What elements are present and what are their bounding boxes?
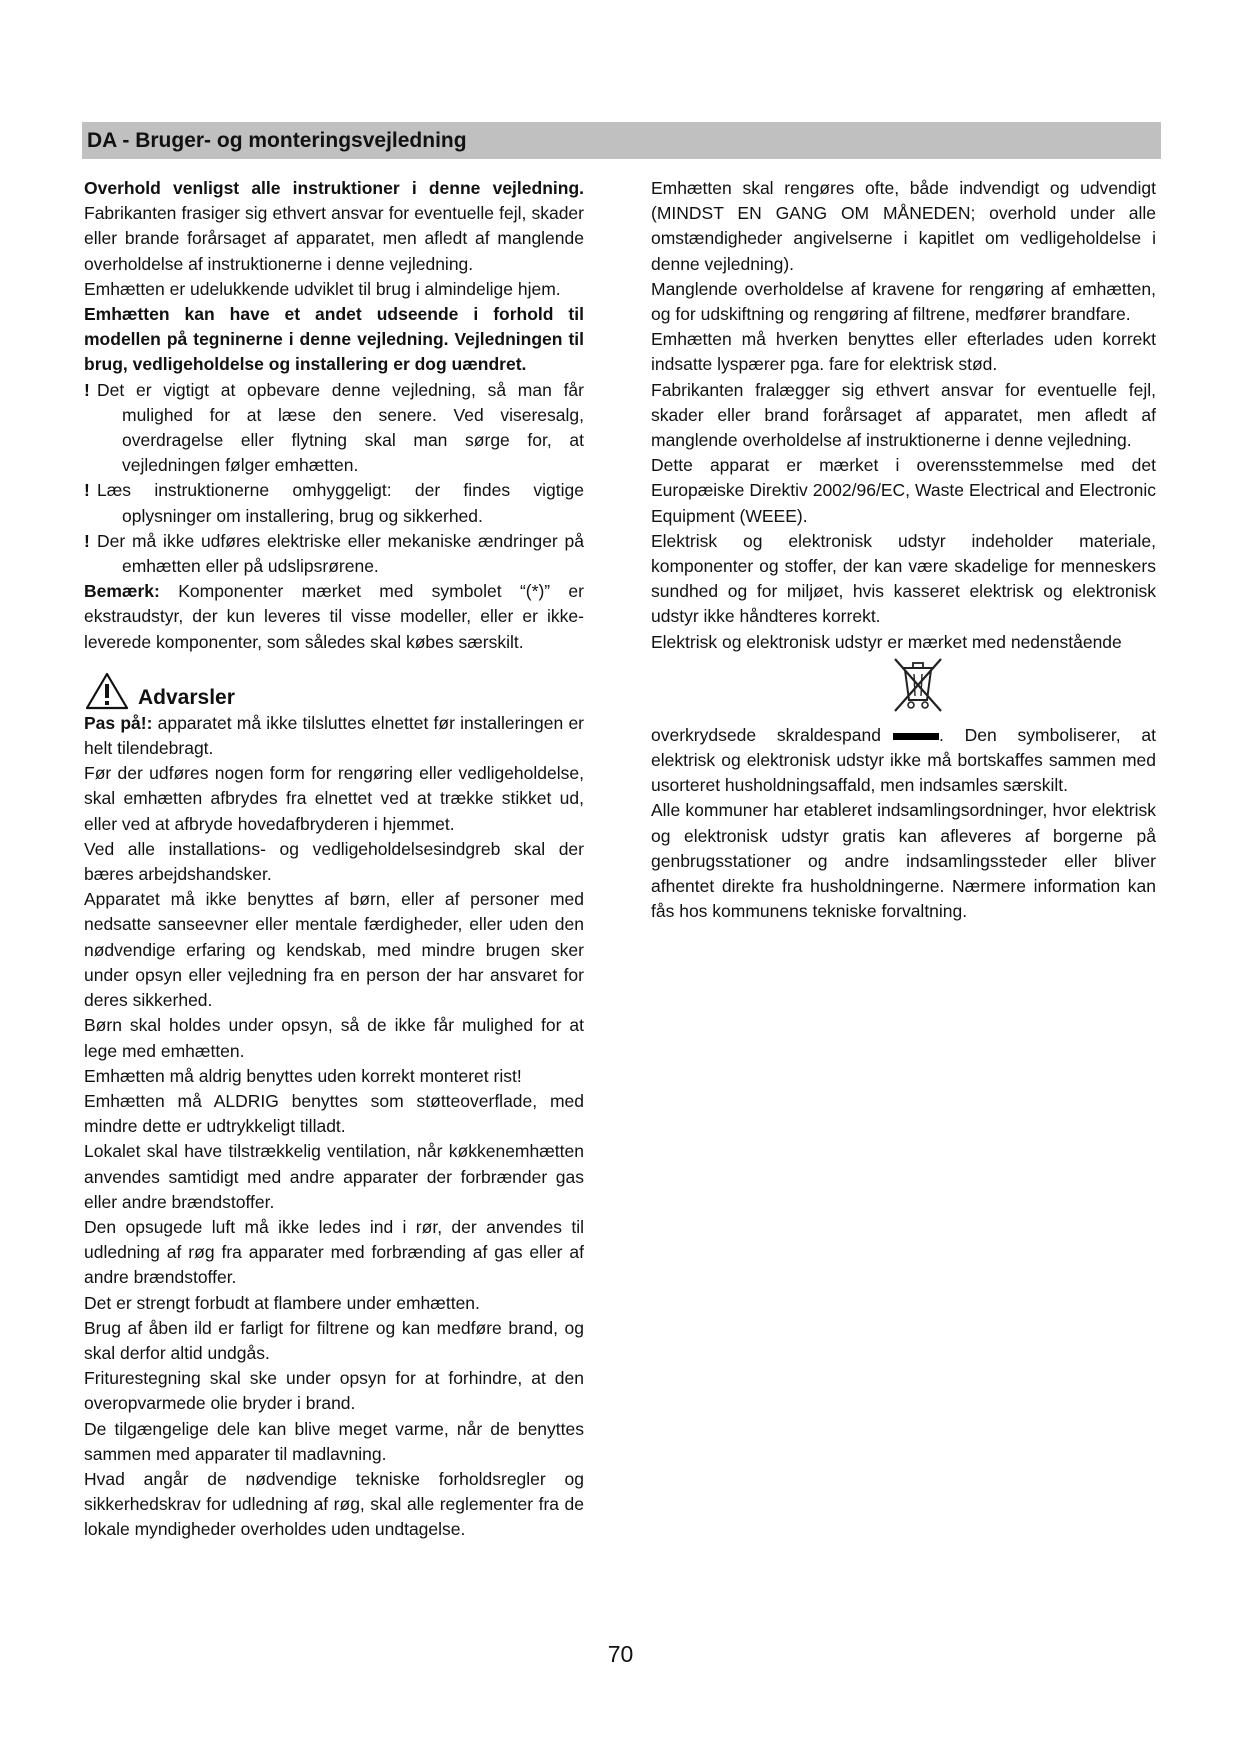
warning-paragraph: Friturestegning skal ske under opsyn for at forhindre, at den overopvarmede olie bryder i brand. [84, 1368, 584, 1414]
note-label: Bemærk: [84, 581, 160, 602]
warning-paragraph: Apparatet må ikke benyttes af børn, eller af personer med nedsatte sanseevner eller mentale færdigheder, eller uden den nødvendige erfaring og kendskab, med mindre brugen sker under opsyn eller vejledning fra en person der har ansvaret for deres sikkerhed. [84, 889, 584, 1011]
maintenance-paragraph: Emhætten skal rengøres ofte, både indvendigt og udvendigt (MINDST EN GANG OM MÅNEDEN; overhold under alle omstændigheder angivelserne i kapitlet om vedligeholdelse i denne vejledning). [651, 178, 1156, 274]
left-column [84, 176, 584, 1543]
warning-paragraph: Det er strengt forbudt at flambere under emhætten. [84, 1292, 480, 1313]
weee-paragraph: Elektrisk og elektronisk udstyr er mærket med nedenstående [651, 631, 1122, 652]
black-bar-icon [893, 733, 939, 740]
exclamation-icon: ! [84, 480, 90, 501]
caution-text: apparatet må ikke tilsluttes elnettet før installeringen er helt tilendebragt. [84, 712, 584, 759]
caution-label: Pas på!: [84, 712, 153, 733]
appearance-note [84, 302, 584, 378]
crossed-out-bin-icon [891, 655, 945, 715]
note-text: Komponenter mærket med symbolet “(*)” er ekstraudstyr, der kun leveres til visse modeller, eller er ikke-leverede komponenter, som således skal købes særskilt. [84, 581, 584, 652]
warning-paragraph: Børn skal holdes under opsyn, så de ikke får mulighed for at lege med emhætten. [84, 1015, 584, 1061]
warnings-heading [84, 667, 584, 711]
bullet-item [84, 478, 584, 528]
note-paragraph [84, 579, 584, 655]
page-number: 70 [607, 1641, 634, 1667]
caution-paragraph [84, 711, 584, 761]
weee-symbol-paragraph [651, 723, 1156, 799]
warning-paragraph: Emhætten må aldrig benyttes uden korrekt monteret rist! [84, 1065, 522, 1086]
warning-paragraph: Lokalet skal have tilstrækkelig ventilation, når køkkenemhætten anvendes samtidigt med andre apparater der forbrænder gas eller andre brændstoffer. [84, 1141, 584, 1212]
maintenance-paragraph: Emhætten må hverken benyttes eller efterlades uden korrekt indsatte lyspærer pga. fare for elektrisk stød. [651, 329, 1156, 375]
bullet-text: Læs instruktionerne omhyggeligt: der findes vigtige oplysninger om installering, brug og sikkerhed. [97, 480, 584, 526]
bullet-item [84, 529, 584, 579]
intro-paragraph [84, 176, 584, 277]
page-title: DA - Bruger- og monteringsvejledning [87, 129, 467, 152]
exclamation-icon: ! [84, 530, 90, 551]
collection-paragraph: Alle kommuner har etableret indsamlingsordninger, hvor elektrisk og elektronisk udstyr gratis kan afleveres af borgerne på genbrugsstationer og andre indsamlingssteder eller bliver afhentet direkte fra husholdningerne. Nærmere information kan fås hos kommunens tekniske forvaltning. [651, 800, 1156, 922]
warning-paragraph: Emhætten må ALDRIG benyttes som støtteoverflade, med mindre dette er udtrykkeligt tilladt. [84, 1090, 584, 1137]
weee-text-after: . Den symboliserer, at elektrisk og elektronisk udstyr ikke må bortskaffes sammen med usorteret husholdningsaffald, men indsamles særskilt. [651, 724, 1156, 796]
warning-paragraph: Ved alle installations- og vedligeholdelsesindgreb skal der bæres arbejdshandsker. [84, 838, 584, 885]
appearance-note-text: Emhætten kan have et andet udseende i forhold til modellen på tegninerne i denne vejledning. Vejledningen til brug, vedligeholdelse og installering er dog uændret. [84, 304, 584, 375]
warning-paragraph: Hvad angår de nødvendige tekniske forholdsregler og sikkerhedskrav for udledning af røg, skal alle reglementer fra de lokale myndigheder overholdes uden undtagelse. [84, 1468, 584, 1540]
warning-paragraph: Den opsugede luft må ikke ledes ind i rør, der anvendes til udledning af røg fra apparater med forbrænding af gas eller af andre brændstoffer. [84, 1216, 584, 1288]
warning-triangle-icon [84, 671, 130, 711]
weee-symbol-container [651, 655, 1156, 723]
weee-paragraph: Elektrisk og elektronisk udstyr indeholder materiale, komponenter og stoffer, der kan være skadelige for menneskers sundhed og for miljøet, hvis kasseret elektrisk og elektronisk udstyr ikke håndteres korrekt. [651, 530, 1156, 627]
right-column [651, 176, 1156, 924]
warning-paragraph: Brug af åben ild er farligt for filtrene og kan medføre brand, og skal derfor altid undgås. [84, 1317, 584, 1363]
weee-text-before: overkrydsede skraldespand [651, 724, 881, 745]
warning-paragraph: Før der udføres nogen form for rengøring eller vedligeholdelse, skal emhætten afbrydes fra elnettet ved at trække stikket ud, eller ved at afbryde hovedafbryderen i hjemmet. [84, 763, 584, 834]
bullet-item [84, 378, 584, 479]
bullet-text: Det er vigtigt at opbevare denne vejledning, så man får mulighed for at læse den senere. Ved viseresalg, overdragelse eller flytning skal man sørge for, at vejledningen følger emhætten. [97, 379, 584, 476]
maintenance-paragraph: Manglende overholdelse af kravene for rengøring af emhætten, og for udskiftning og rengøring af filtrene, medfører brandfare. [651, 278, 1156, 325]
bullet-text: Der må ikke udføres elektriske eller mekaniske ændringer på emhætten eller på udslipsrørene. [97, 530, 584, 577]
home-use-paragraph: Emhætten er udelukkende udviklet til brug i almindelige hjem. [84, 278, 561, 299]
warnings-title: Advarsler [138, 685, 235, 709]
section-header-bar [82, 122, 1161, 159]
intro-bold: Overhold venligst alle instruktioner i denne vejledning. [84, 178, 584, 198]
warning-paragraph: De tilgængelige dele kan blive meget varme, når de benyttes sammen med apparater til madlavning. [84, 1418, 584, 1464]
weee-paragraph: Dette apparat er mærket i overensstemmelse med det Europæiske Direktiv 2002/96/EC, Waste Electrical and Electronic Equipment (WEEE). [651, 455, 1156, 526]
maintenance-paragraph: Fabrikanten fralægger sig ethvert ansvar for eventuelle fejl, skader eller brand forårsaget af apparatet, men afledt af manglende overholdelse af instruktionerne i denne vejledning. [651, 379, 1156, 451]
exclamation-icon: ! [84, 379, 90, 400]
intro-text: Fabrikanten frasiger sig ethvert ansvar for eventuelle fejl, skader eller brande forårsaget af apparatet, men afledt af manglende overholdelse af instruktionerne i denne vejledning. [84, 203, 584, 274]
